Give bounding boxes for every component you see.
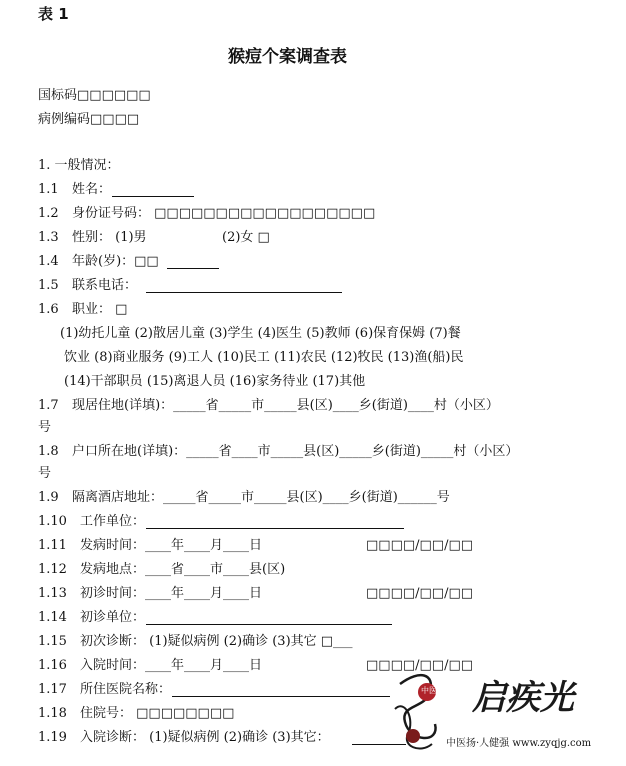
item-number: 1.13 bbox=[38, 586, 67, 601]
item-number: 1.14 bbox=[38, 610, 67, 625]
admission-diagnosis: 入院诊断： (1)疑似病例 (2)确诊 (3)其它： bbox=[80, 730, 330, 745]
hospital-name-field[interactable] bbox=[172, 696, 390, 697]
page-title: 猴痘个案调查表 bbox=[228, 47, 347, 67]
item-number: 1.1 bbox=[38, 182, 59, 197]
section-heading: 1. 一般情况： bbox=[38, 158, 120, 173]
brand-name: 启疾光 bbox=[472, 678, 574, 718]
national-code: 国标码□□□□□□ bbox=[38, 88, 151, 103]
initial-diagnosis: 初次诊断： (1)疑似病例 (2)确诊 (3)其它 □___ bbox=[80, 634, 353, 649]
onset-date: 发病时间：____年____月____日 bbox=[80, 538, 263, 553]
item-number: 1.3 bbox=[38, 230, 59, 245]
first-visit-unit-label: 初诊单位： bbox=[80, 610, 146, 625]
case-code: 病例编码□□□□ bbox=[38, 112, 140, 127]
first-visit-date: 初诊时间：____年____月____日 bbox=[80, 586, 263, 601]
first-visit-unit-field[interactable] bbox=[146, 624, 392, 625]
item-number: 1.9 bbox=[38, 490, 59, 505]
household-address-tail: 号 bbox=[38, 466, 52, 481]
occupation-options-line: 饮业 (8)商业服务 (9)工人 (10)民工 (11)农民 (12)牧民 (13)渔(船)民 bbox=[64, 350, 464, 365]
workplace-label: 工作单位： bbox=[80, 514, 146, 529]
first-visit-date-code: □□□□/□□/□□ bbox=[366, 586, 474, 601]
onset-place: 发病地点：____省____市____县(区) bbox=[80, 562, 286, 577]
residence-address: 现居住地(详填)：_____省_____市_____县(区)____乡(街道)____村（小区） bbox=[72, 398, 499, 413]
watermark-footer: 中医扬·人健强 www.zyqjg.com bbox=[446, 738, 592, 749]
item-number: 1.12 bbox=[38, 562, 67, 577]
item-number: 1.16 bbox=[38, 658, 67, 673]
item-number: 1.5 bbox=[38, 278, 59, 293]
phone-label: 联系电话： bbox=[72, 278, 138, 293]
item-number: 1.2 bbox=[38, 206, 59, 221]
item-number: 1.17 bbox=[38, 682, 67, 697]
age-label: 年龄(岁)：□□ bbox=[72, 254, 159, 269]
admission-date-code: □□□□/□□/□□ bbox=[366, 658, 474, 673]
hospital-name-label: 所住医院名称： bbox=[80, 682, 172, 697]
household-address: 户口所在地(详填)：_____省____市_____县(区)_____乡(街道)_____村（小区） bbox=[72, 444, 519, 459]
item-number: 1.19 bbox=[38, 730, 67, 745]
name-field[interactable] bbox=[112, 196, 194, 197]
item-number: 1.7 bbox=[38, 398, 59, 413]
age-field[interactable] bbox=[167, 268, 219, 269]
item-number: 1.18 bbox=[38, 706, 67, 721]
occupation-options-line: (14)干部职员 (15)离退人员 (16)家务待业 (17)其他 bbox=[64, 374, 366, 389]
table-label: 表 1 bbox=[38, 5, 69, 23]
item-number: 1.4 bbox=[38, 254, 59, 269]
gender-label: 性别： (1)男 bbox=[72, 230, 147, 245]
item-number: 1.15 bbox=[38, 634, 67, 649]
occupation-label: 职业： □ bbox=[72, 302, 128, 317]
item-number: 1.6 bbox=[38, 302, 59, 317]
admission-date: 入院时间：____年____月____日 bbox=[80, 658, 263, 673]
name-label: 姓名： bbox=[72, 182, 112, 197]
badge-text: 中医 bbox=[421, 686, 437, 695]
item-number: 1.8 bbox=[38, 444, 59, 459]
gender-option-female[interactable]: (2)女 □ bbox=[222, 230, 270, 245]
watermark-logo bbox=[380, 664, 620, 762]
workplace-field[interactable] bbox=[146, 528, 404, 529]
item-number: 1.11 bbox=[38, 538, 67, 553]
hotel-address: 隔离酒店地址：_____省_____市_____县(区)____乡(街道)______号 bbox=[72, 490, 450, 505]
phone-field[interactable] bbox=[146, 292, 342, 293]
inpatient-number: 住院号： □□□□□□□□ bbox=[80, 706, 235, 721]
residence-address-tail: 号 bbox=[38, 420, 52, 435]
id-number-label: 身份证号码： □□□□□□□□□□□□□□□□□□ bbox=[72, 206, 376, 221]
onset-date-code: □□□□/□□/□□ bbox=[366, 538, 474, 553]
occupation-options-line: (1)幼托儿童 (2)散居儿童 (3)学生 (4)医生 (5)教师 (6)保育保姆 (7)餐 bbox=[60, 326, 461, 341]
item-number: 1.10 bbox=[38, 514, 67, 529]
